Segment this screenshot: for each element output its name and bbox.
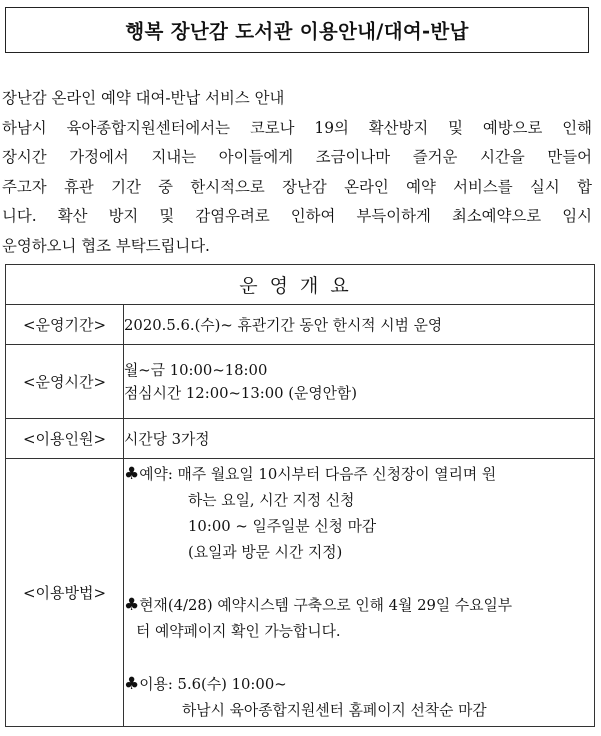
reserve-line-2: 하는 요일, 시간 지정 신청 — [188, 492, 355, 509]
usage-line-1 — [124, 671, 594, 698]
current-text-1: 현재(4/28) 예약시스템 구축으로 인해 4월 29일 수요일부 — [139, 597, 513, 614]
club-bullet-icon: ♣ — [124, 595, 140, 615]
reserve-line-3: 10:00 ~ 일주일분 신청 마감 — [188, 518, 377, 535]
row-value-period: 2020.5.6.(수)~ 휴관기간 동안 한시적 시범 운영 — [124, 305, 595, 345]
row-value-hours — [124, 345, 595, 419]
hours-lunch: 점심시간 12:00~13:00 (운영안함) — [124, 384, 357, 402]
intro-line-5: 운영하오니 협조 부탁드립니다. — [2, 236, 210, 255]
reserve-line-1 — [124, 461, 594, 488]
intro-section — [2, 84, 592, 261]
reserve-line-4: (요일과 방문 시간 지정) — [188, 544, 343, 561]
page-title: 행복 장난감 도서관 이용안내/대여-반납 — [125, 20, 469, 43]
table-row — [6, 459, 595, 727]
table-row — [6, 305, 595, 345]
club-bullet-icon: ♣ — [124, 674, 140, 694]
hours-weekday: 월~금 10:00~18:00 — [124, 361, 268, 379]
table-row — [6, 419, 595, 459]
current-line-1 — [124, 592, 594, 619]
row-label-period: <운영기간> — [6, 305, 124, 345]
title-box — [5, 7, 589, 53]
table-header: 운영개요 — [6, 265, 595, 305]
intro-line-2: 장시간 가정에서 지내는 아이들에게 조금이나마 즐거운 시간을 만들어 — [2, 148, 592, 166]
intro-line-4: 니다. 확산 방지 및 감염우려로 인하여 부득이하게 최소예약으로 임시 — [2, 207, 592, 225]
overview-table — [5, 264, 595, 727]
row-label-method: <이용방법> — [6, 459, 124, 727]
club-bullet-icon: ♣ — [124, 464, 140, 484]
row-value-method — [124, 459, 595, 727]
intro-heading: 장난감 온라인 예약 대여-반납 서비스 안내 — [2, 89, 285, 107]
table-header-row — [6, 265, 595, 305]
usage-line-2: 하남시 육아종합지원센터 홈페이지 선착순 마감 — [182, 702, 487, 719]
intro-line-3: 주고자 휴관 기간 중 한시적으로 장난감 온라인 예약 서비스를 실시 합 — [2, 177, 592, 196]
row-value-capacity: 시간당 3가정 — [124, 419, 595, 459]
row-label-capacity: <이용인원> — [6, 419, 124, 459]
table-row — [6, 345, 595, 419]
intro-line-1: 하남시 육아종합지원센터에서는 코로나 19의 확산방지 및 예방으로 인해 — [2, 118, 592, 137]
usage-text-1: 이용: 5.6(수) 10:00~ — [139, 676, 287, 693]
current-line-2: 터 예약페이지 확인 가능합니다. — [136, 623, 341, 640]
row-label-hours: <운영시간> — [6, 345, 124, 419]
reserve-text-1: 예약: 매주 월요일 10시부터 다음주 신청장이 열리며 원 — [139, 466, 497, 483]
